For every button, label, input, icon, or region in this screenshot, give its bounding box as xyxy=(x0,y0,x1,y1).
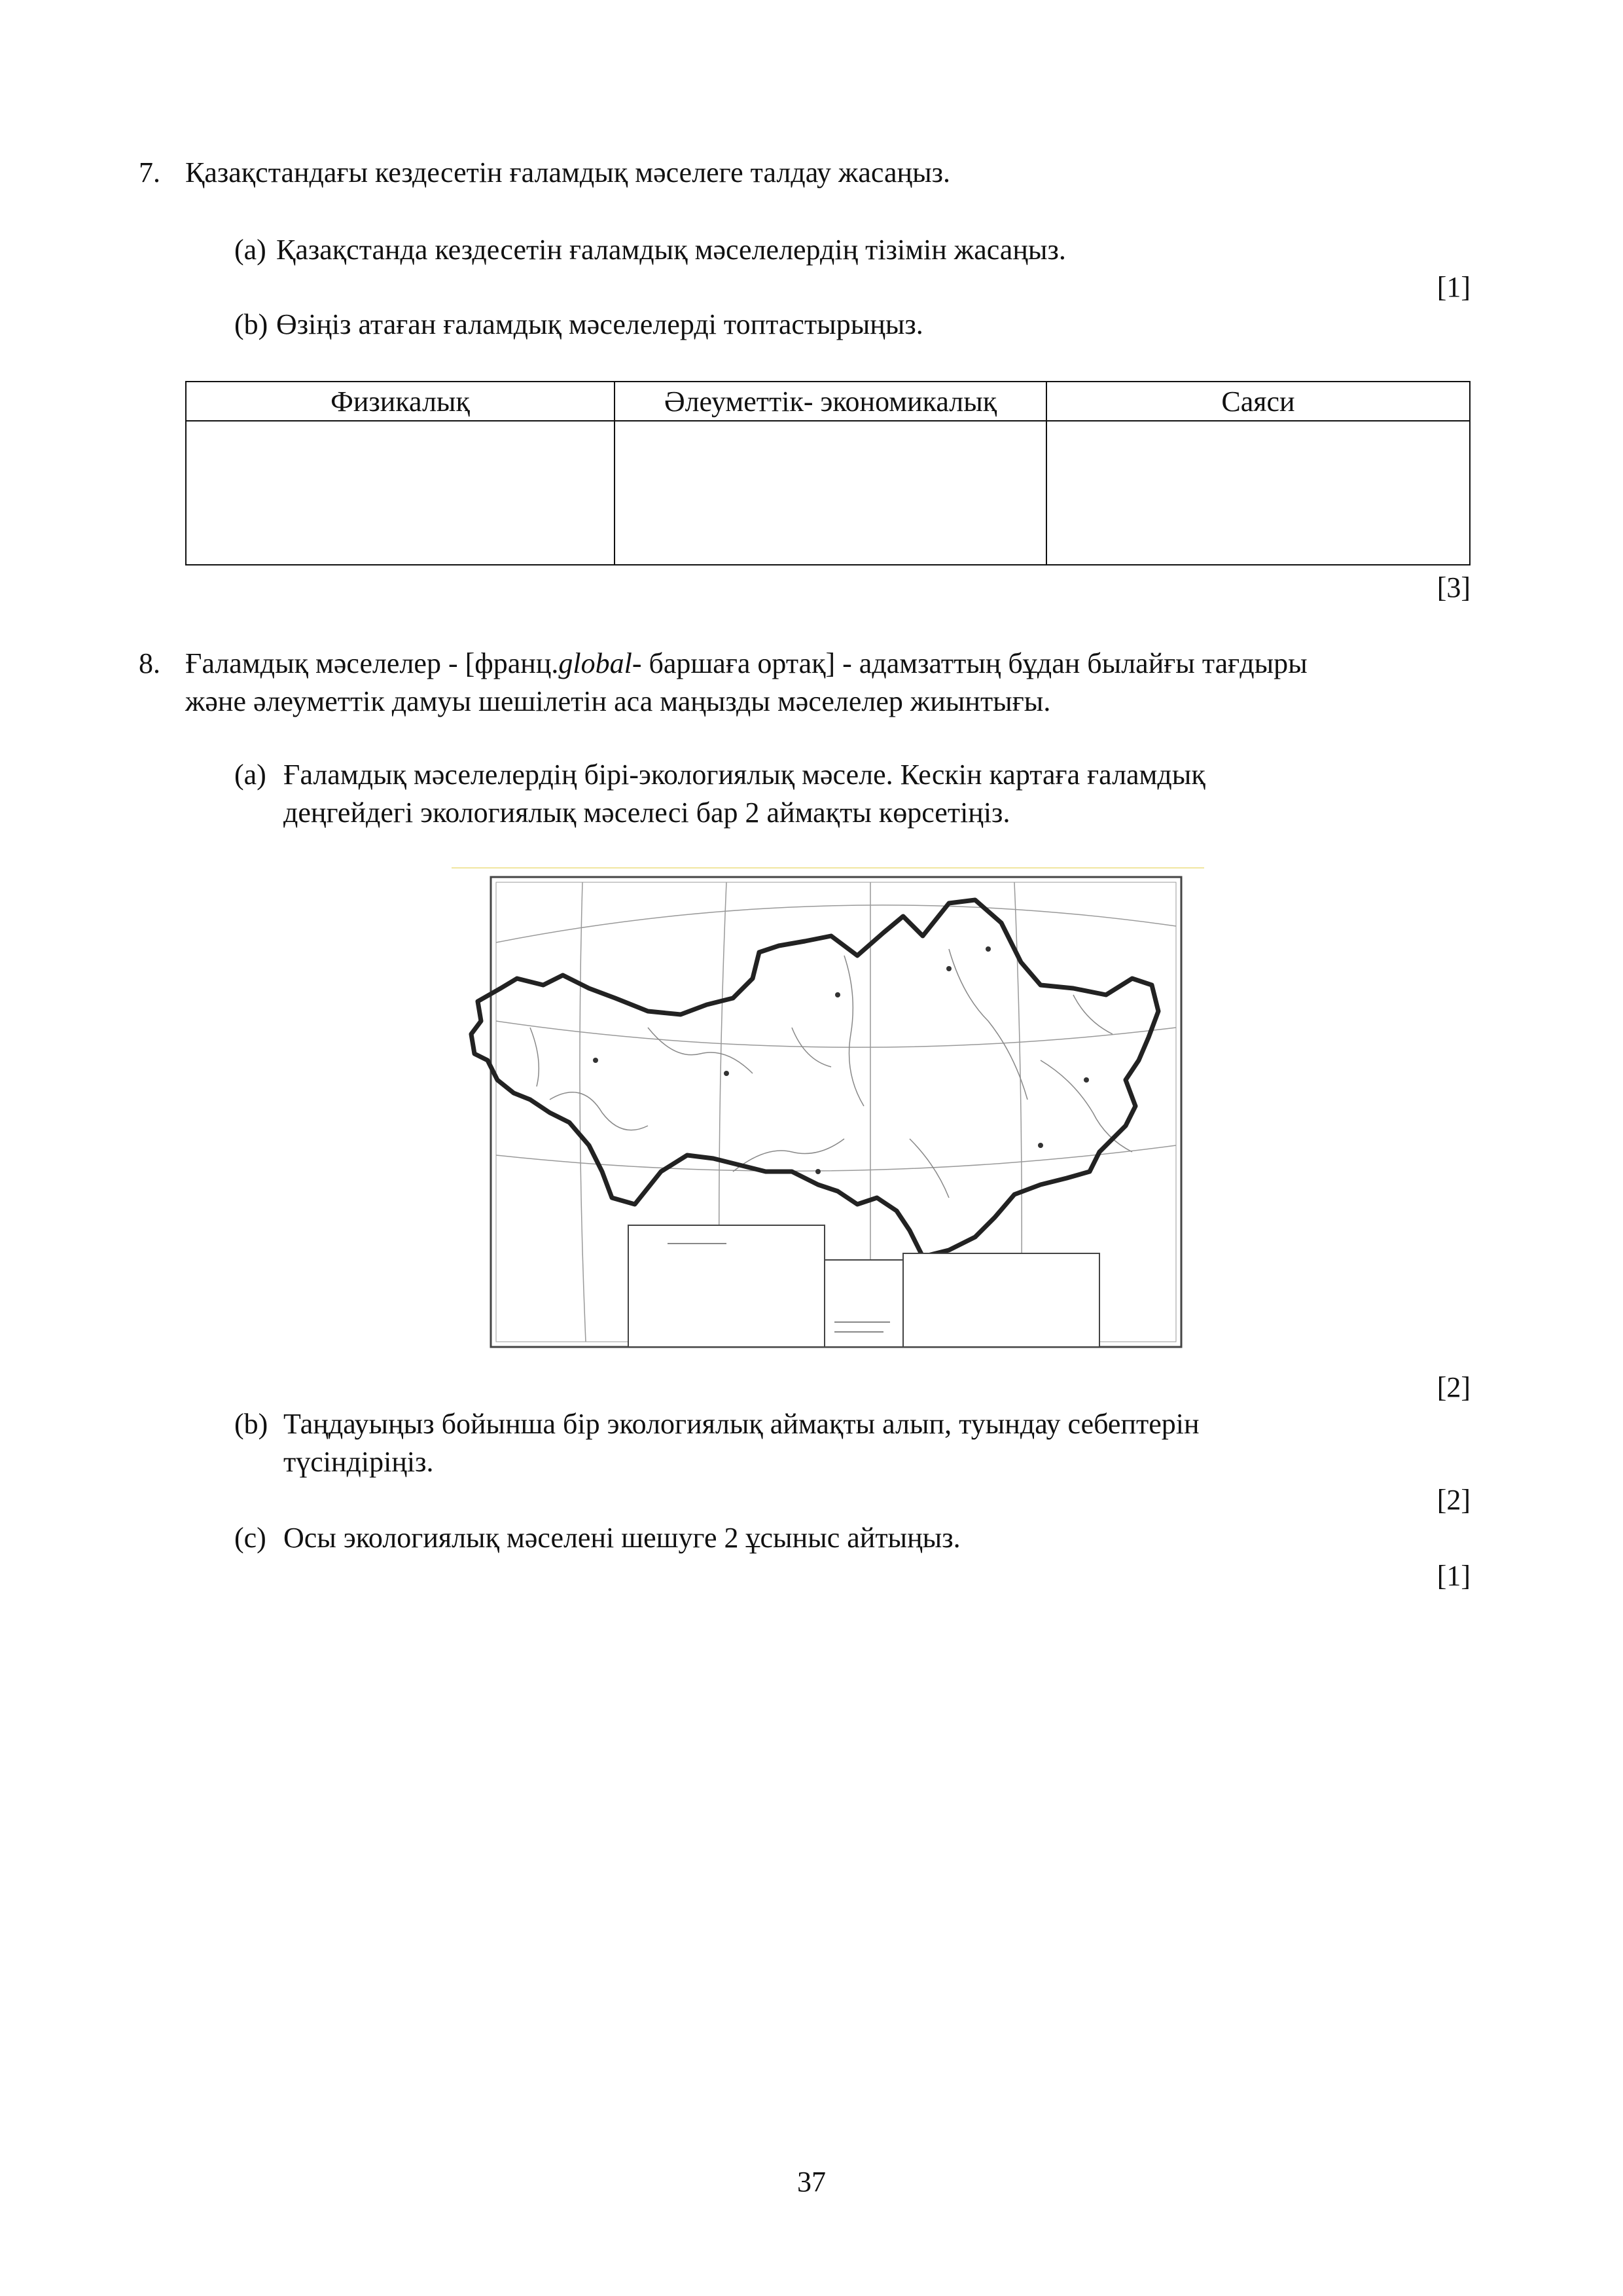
question-8-number: 8. xyxy=(139,647,160,679)
question-7a-text: Қазақстанда кездесетін ғаламдық мәселелердің тізімін жасаңыз. xyxy=(276,234,1066,266)
question-7-number: 7. xyxy=(139,156,160,188)
question-8-line-1-start: Ғаламдық мәселелер - [франц. xyxy=(185,647,559,679)
question-8a-line-2: деңгейдегі экологиялық мәселесі бар 2 аймақты көрсетіңіз. xyxy=(283,797,1010,829)
question-8c-text: Осы экологиялық мәселені шешуге 2 ұсыныс айтыңыз. xyxy=(283,1522,961,1554)
question-7a-label: (a) xyxy=(234,234,266,266)
question-7b-mark: [3] xyxy=(1436,571,1471,603)
question-8b-line-2: түсіндіріңіз. xyxy=(283,1446,434,1478)
question-7b-label: (b) xyxy=(234,308,268,340)
question-8-line-1 xyxy=(185,645,1308,682)
question-8b-label: (b) xyxy=(234,1408,268,1440)
classification-table-answer-row xyxy=(186,421,1470,565)
classification-table xyxy=(185,381,1471,565)
question-8c-label: (c) xyxy=(234,1522,266,1554)
question-8-line-1-end: - баршаға ортақ] - адамзаттың бұдан былайғы тағдыры xyxy=(632,647,1308,679)
question-7a-mark: [1] xyxy=(1436,271,1471,303)
kazakhstan-outline-map xyxy=(452,864,1204,1352)
question-8a-line-1: Ғаламдық мәселелердің бірі-экологиялық мәселе. Кескін картаға ғаламдық xyxy=(283,759,1205,791)
header-socio-economic: Әлеуметтік- экономикалық xyxy=(615,382,1046,421)
question-8c-mark: [1] xyxy=(1436,1560,1471,1592)
answer-cell-socio-economic[interactable] xyxy=(615,421,1046,565)
header-political: Саяси xyxy=(1046,382,1470,421)
question-8b-mark: [2] xyxy=(1436,1484,1471,1516)
classification-table-header-row xyxy=(186,382,1470,421)
page-number: 37 xyxy=(797,2166,826,2198)
question-7b-text: Өзіңіз атаған ғаламдық мәселелерді топтастырыңыз. xyxy=(276,308,923,340)
question-8a-mark: [2] xyxy=(1436,1371,1471,1403)
question-8-global-term: global xyxy=(558,647,632,679)
question-8a-label: (a) xyxy=(234,759,266,791)
header-physical: Физикалық xyxy=(186,382,615,421)
question-8b-line-1: Таңдауыңыз бойынша бір экологиялық аймақты алып, туындау себептерін xyxy=(283,1408,1200,1440)
answer-cell-political[interactable] xyxy=(1046,421,1470,565)
question-7-text: Қазақстандағы кездесетін ғаламдық мәселеге талдау жасаңыз. xyxy=(185,156,951,188)
question-8-line-2: және әлеуметтік дамуы шешілетін аса маңызды мәселелер жиынтығы. xyxy=(185,685,1051,717)
answer-cell-physical[interactable] xyxy=(186,421,615,565)
